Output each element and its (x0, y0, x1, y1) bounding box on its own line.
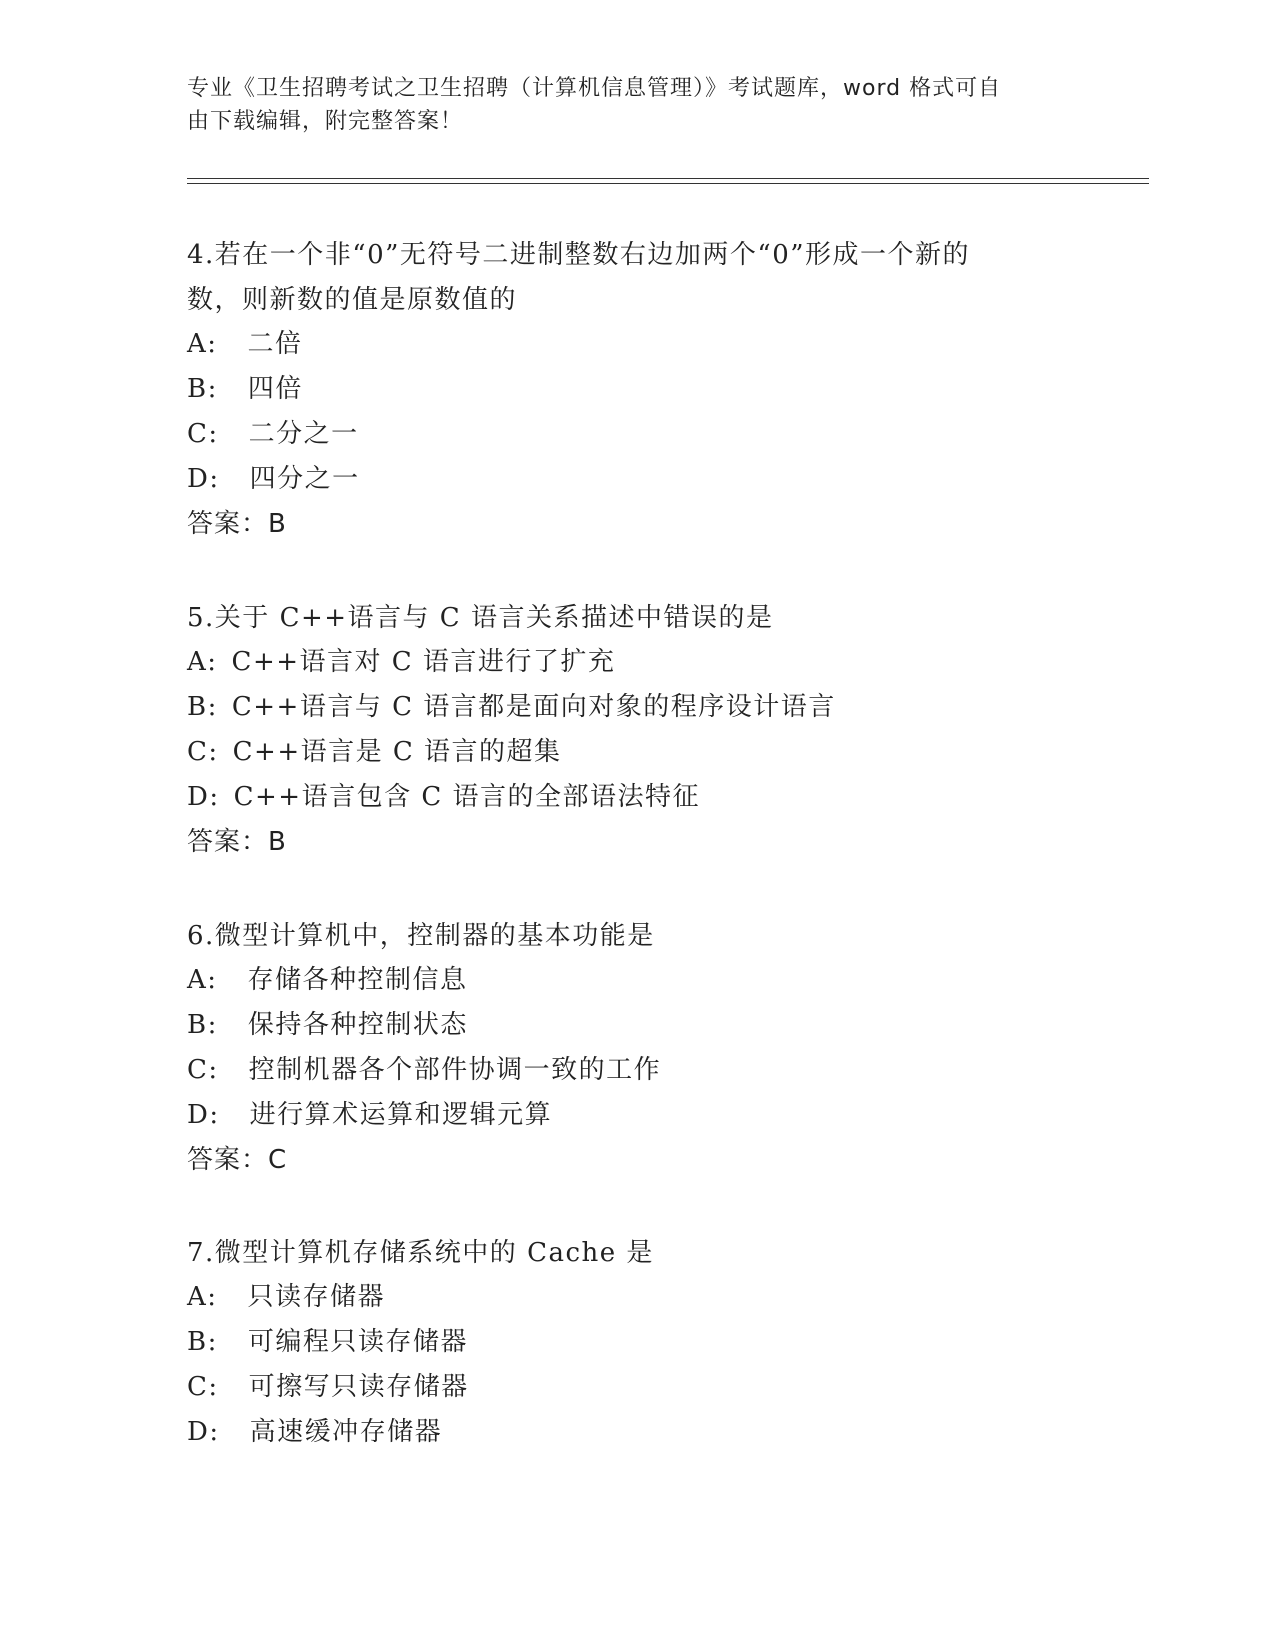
option-b (187, 1320, 1087, 1365)
option-text: C++语言包含 C 语言的全部语法特征 (233, 782, 700, 812)
option-c (187, 412, 1087, 457)
intro-line-1: 专业《卫生招聘考试之卫生招聘（计算机信息管理）》考试题库，word 格式可自 (187, 76, 1002, 101)
option-letter: C: (187, 1372, 219, 1402)
option-text: 四倍 (247, 374, 303, 404)
question-block (187, 232, 1087, 547)
option-letter: D: (187, 782, 220, 812)
option-d (187, 457, 1087, 502)
option-text: 四分之一 (249, 464, 360, 494)
option-text: 二分之一 (248, 419, 359, 449)
option-text: 进行算术运算和逻辑元算 (249, 1100, 553, 1130)
option-text: 可编程只读存储器 (247, 1327, 468, 1357)
option-letter: B: (187, 1010, 218, 1040)
option-letter: A: (187, 647, 218, 677)
option-text: C++语言与 C 语言都是面向对象的程序设计语言 (231, 692, 836, 722)
option-c (187, 1048, 1087, 1093)
option-letter: C: (187, 1055, 219, 1085)
option-text: 二倍 (247, 329, 303, 359)
question-stem: 6.微型计算机中，控制器的基本功能是 (187, 921, 655, 951)
option-text: C++语言对 C 语言进行了扩充 (231, 647, 616, 677)
question-block (187, 913, 1087, 1183)
option-letter: A: (187, 965, 218, 995)
option-c (187, 1365, 1087, 1410)
option-text: 保持各种控制状态 (247, 1010, 468, 1040)
question-stem: 4.若在一个非“0”无符号二进制整数右边加两个“0”形成一个新的 (187, 240, 971, 270)
option-letter: C: (187, 419, 219, 449)
option-b (187, 685, 1087, 730)
option-letter: B: (187, 1327, 218, 1357)
option-text: 高速缓冲存储器 (249, 1417, 443, 1447)
option-text: 控制机器各个部件协调一致的工作 (248, 1055, 662, 1085)
option-letter: D: (187, 464, 220, 494)
option-b (187, 1003, 1087, 1048)
option-letter: A: (187, 1282, 218, 1312)
option-text: 只读存储器 (247, 1282, 386, 1312)
option-d (187, 1093, 1087, 1138)
option-a (187, 640, 1087, 685)
document-intro (187, 72, 1087, 138)
option-letter: A: (187, 329, 218, 359)
option-letter: B: (187, 374, 218, 404)
option-a (187, 322, 1087, 367)
option-d (187, 1410, 1087, 1455)
answer-line: 答案：B (187, 509, 287, 539)
option-letter: C: (187, 737, 219, 767)
option-b (187, 367, 1087, 412)
option-text: 可擦写只读存储器 (248, 1372, 469, 1402)
question-stem: 5.关于 C++语言与 C 语言关系描述中错误的是 (187, 603, 774, 633)
header-divider-bottom (187, 183, 1149, 184)
intro-line-2: 由下载编辑，附完整答案！ (187, 109, 464, 134)
answer-line: 答案：C (187, 1145, 288, 1175)
answer-line: 答案：B (187, 827, 287, 857)
question-block (187, 1230, 1087, 1455)
header-divider-top (187, 178, 1149, 179)
option-letter: D: (187, 1417, 220, 1447)
question-stem-continued: 数，则新数的值是原数值的 (187, 285, 518, 315)
option-letter: B: (187, 692, 218, 722)
option-c (187, 730, 1087, 775)
question-block (187, 595, 1087, 865)
option-text: 存储各种控制信息 (247, 965, 468, 995)
question-stem: 7.微型计算机存储系统中的 Cache 是 (187, 1238, 654, 1268)
option-a (187, 958, 1087, 1003)
option-a (187, 1275, 1087, 1320)
option-text: C++语言是 C 语言的超集 (232, 737, 562, 767)
option-letter: D: (187, 1100, 220, 1130)
option-d (187, 775, 1087, 820)
